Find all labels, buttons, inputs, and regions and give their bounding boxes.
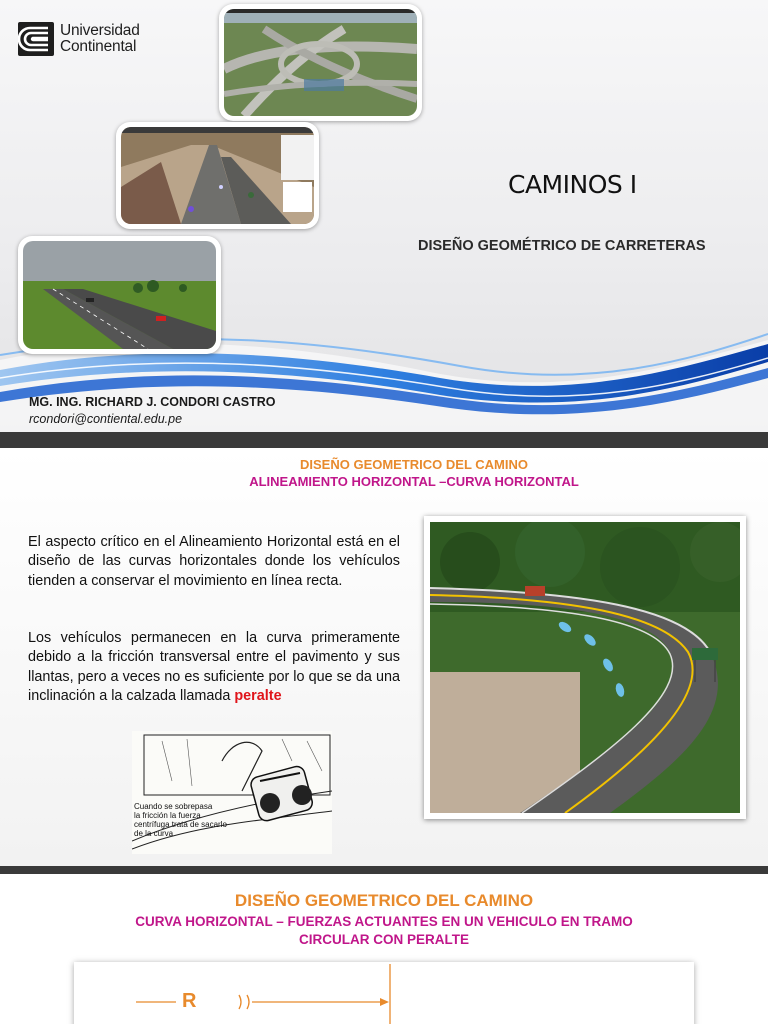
slide-separator (0, 866, 768, 874)
university-logo (18, 22, 140, 56)
sketch-caption-line: de la curva (134, 829, 174, 838)
paragraph-friction-text: Los vehículos permanecen en la curva primeramente debido a la fricción transversal entre el pavimento y sus llantas, pero a veces no es suficiente por lo que se da una inclinación a la calzada llamada (28, 630, 400, 704)
presentation-title: CAMINOS I (508, 170, 637, 199)
slide-subheading-line-2: CIRCULAR CON PERALTE (299, 932, 469, 947)
author-email: rcondori@contiental.edu.pe (29, 412, 183, 426)
paragraph-critical-aspect: El aspecto crítico en el Alineamiento Horizontal está en el diseño de las curvas horizontales donde los vehículos tienden a conservar el movimiento en línea recta. (28, 534, 400, 589)
slide-subheading (0, 913, 768, 949)
slide-subheading-line-1: CURVA HORIZONTAL – FUERZAS ACTUANTES EN UN VEHICULO EN TRAMO (135, 914, 633, 929)
logo-mark-icon (18, 22, 54, 56)
peralte-highlight: peralte (234, 687, 282, 704)
sketch-caption (134, 802, 227, 838)
horizontal-curve-slide (0, 448, 768, 866)
rural-road-render-image (18, 236, 221, 354)
slide-heading: DISEÑO GEOMETRICO DEL CAMINO (234, 891, 534, 910)
slide-subheading: ALINEAMIENTO HORIZONTAL –CURVA HORIZONTAL (249, 474, 579, 489)
mountain-curve-photo (424, 516, 746, 819)
sketch-caption-line: la fricción la fuerza (134, 811, 201, 820)
author-name: MG. ING. RICHARD J. CONDORI CASTRO (29, 395, 276, 409)
title-slide (0, 0, 768, 432)
forces-slide (0, 866, 768, 1024)
paragraph-friction (28, 629, 400, 706)
sketch-caption-line: Cuando se sobrepasa (134, 802, 213, 811)
logo-line-1: Universidad (60, 22, 140, 39)
logo-line-2: Continental (60, 38, 137, 55)
radius-label: R (182, 990, 197, 1012)
sketch-caption-line: centrífuga trata de sacarlo (134, 820, 227, 829)
presentation-subtitle: DISEÑO GEOMÉTRICO DE CARRETERAS (418, 238, 706, 254)
centrifugal-force-sketch (132, 731, 332, 854)
road-design-software-image (116, 122, 319, 229)
slide-heading: DISEÑO GEOMETRICO DEL CAMINO (300, 457, 528, 472)
forces-diagram (74, 962, 694, 1024)
interchange-render-image (219, 4, 422, 121)
